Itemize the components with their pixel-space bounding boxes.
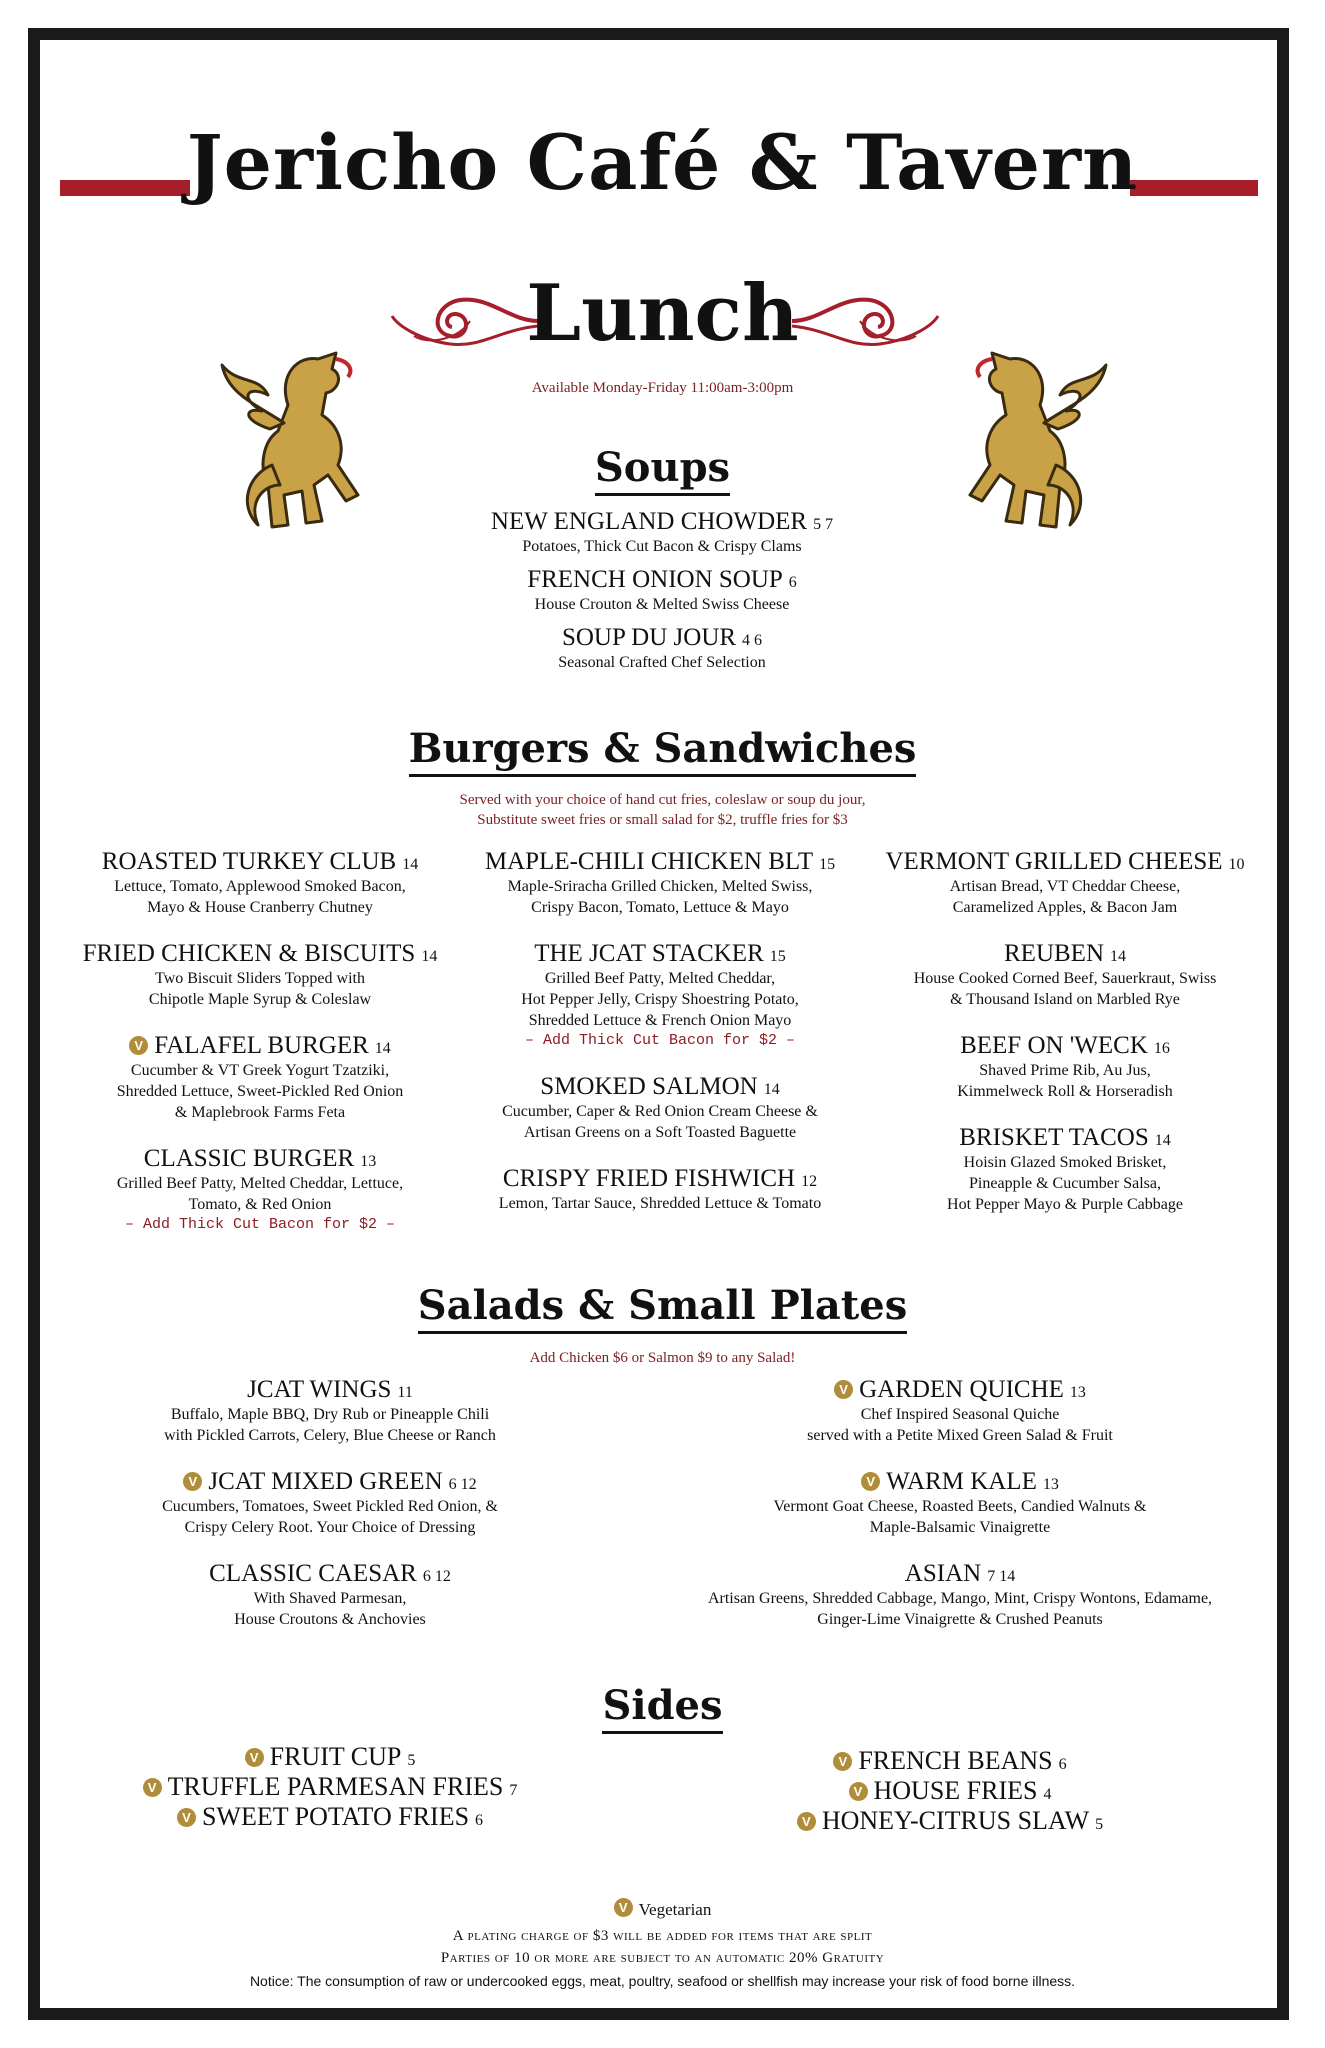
griffin-crest-icon xyxy=(950,345,1110,535)
item-price: 6 xyxy=(475,1812,484,1829)
menu-item xyxy=(60,1032,460,1123)
item-description: Grilled Beef Patty, Melted Cheddar, xyxy=(544,970,776,987)
menu-item xyxy=(60,940,460,1010)
item-description: & Thousand Island on Marbled Rye xyxy=(950,991,1180,1008)
item-name: CRISPY FRIED FISHWICH xyxy=(502,1165,796,1192)
item-description: Crispy Celery Root. Your Choice of Dressing xyxy=(184,1519,476,1536)
vegetarian-badge-icon: V xyxy=(834,1380,853,1399)
item-price: 13 xyxy=(360,1153,377,1170)
menu-item xyxy=(120,1802,540,1832)
item-name: CLASSIC BURGER xyxy=(143,1145,355,1172)
item-name: GARDEN QUICHE xyxy=(859,1376,1064,1403)
vegetarian-badge-icon: V xyxy=(143,1778,162,1797)
item-price: 7 xyxy=(509,1782,518,1799)
menu-item xyxy=(860,1032,1270,1102)
item-description: Maple-Sriracha Grilled Chicken, Melted Swiss, xyxy=(507,878,813,895)
menu-item xyxy=(460,848,860,918)
item-name: ASIAN xyxy=(904,1560,982,1587)
item-price: 12 xyxy=(801,1173,818,1190)
item-name: BEEF ON 'WECK xyxy=(960,1032,1148,1059)
item-price: 5 xyxy=(407,1752,416,1769)
item-description: Hoisin Glazed Smoked Brisket, xyxy=(963,1154,1167,1171)
item-description: Artisan Bread, VT Cheddar Cheese, xyxy=(949,878,1181,895)
item-name: MAPLE-CHILI CHICKEN BLT xyxy=(484,848,814,875)
item-name: SOUP DU JOUR xyxy=(561,624,737,651)
vegetarian-legend xyxy=(0,1898,1325,1920)
menu-item xyxy=(60,1145,460,1235)
menu-item xyxy=(120,1742,540,1772)
health-notice: Notice: The consumption of raw or undercooked eggs, meat, poultry, seafood or shellfish may increase your risk of food borne illness. xyxy=(249,1973,1076,1989)
item-price: 14 xyxy=(1154,1132,1171,1149)
section-note: Add Chicken $6 or Salmon $9 to any Salad! xyxy=(529,1350,796,1366)
item-description: Crispy Bacon, Tomato, Lettuce & Mayo xyxy=(531,899,789,916)
vegetarian-badge-icon: V xyxy=(177,1808,196,1827)
menu-item xyxy=(860,1124,1270,1215)
item-name: THE JCAT STACKER xyxy=(534,940,764,967)
item-description: Tomato, & Red Onion xyxy=(188,1196,332,1213)
item-description: Caramelized Apples, & Bacon Jam xyxy=(952,899,1178,916)
item-price: 16 xyxy=(1153,1040,1170,1057)
menu-item xyxy=(120,1772,540,1802)
restaurant-name: Jericho Café & Tavern xyxy=(186,118,1139,207)
section-heading-salads xyxy=(0,1282,1325,1329)
vegetarian-badge-icon: V xyxy=(614,1898,633,1917)
menu-item xyxy=(640,1376,1280,1446)
item-price: 4 6 xyxy=(742,632,763,649)
item-description: Mayo & House Cranberry Chutney xyxy=(147,899,373,916)
menu-item xyxy=(640,1560,1280,1630)
vegetarian-badge-icon: V xyxy=(797,1812,816,1831)
menu-item xyxy=(740,1806,1160,1836)
item-description: Vermont Goat Cheese, Roasted Beets, Candied Walnuts & xyxy=(773,1498,1147,1515)
item-price: 6 12 xyxy=(448,1476,477,1493)
item-description: Chef Inspired Seasonal Quiche xyxy=(860,1406,1060,1423)
menu-item xyxy=(460,1073,860,1143)
item-name: WARM KALE xyxy=(886,1468,1037,1495)
item-description: Hot Pepper Jelly, Crispy Shoestring Potato, xyxy=(521,991,799,1008)
item-description: Grilled Beef Patty, Melted Cheddar, Lettuce, xyxy=(116,1175,404,1192)
item-price: 14 xyxy=(421,948,438,965)
item-description: House Crouton & Melted Swiss Cheese xyxy=(534,596,790,613)
item-description: Ginger-Lime Vinaigrette & Crushed Peanuts xyxy=(817,1611,1103,1628)
item-description: Kimmelweck Roll & Horseradish xyxy=(957,1083,1173,1100)
item-description: Potatoes, Thick Cut Bacon & Crispy Clams xyxy=(522,538,802,555)
item-price: 7 14 xyxy=(987,1568,1016,1585)
item-description: Two Biscuit Sliders Topped with xyxy=(155,970,365,987)
section-heading-text: Salads & Small Plates xyxy=(418,1282,907,1334)
item-description: Lettuce, Tomato, Applewood Smoked Bacon, xyxy=(114,878,406,895)
item-description: Lemon, Tartar Sauce, Shredded Lettuce & Tomato xyxy=(498,1195,822,1212)
item-name: VERMONT GRILLED CHEESE xyxy=(885,848,1223,875)
item-description: Buffalo, Maple BBQ, Dry Rub or Pineapple Chili xyxy=(170,1406,490,1423)
item-description: Shredded Lettuce, Sweet-Pickled Red Onion xyxy=(116,1083,404,1100)
item-name: SWEET POTATO FRIES xyxy=(201,1802,470,1831)
item-price: 6 xyxy=(788,574,797,591)
item-price: 15 xyxy=(769,948,786,965)
vegetarian-badge-icon: V xyxy=(833,1752,852,1771)
item-description: Seasonal Crafted Chef Selection xyxy=(558,654,766,671)
item-price: 6 12 xyxy=(422,1568,451,1585)
vegetarian-badge-icon: V xyxy=(183,1472,202,1491)
item-name: HOUSE FRIES xyxy=(873,1776,1038,1805)
item-price: 11 xyxy=(397,1384,413,1401)
menu-item xyxy=(640,1468,1280,1538)
item-price: 13 xyxy=(1069,1384,1086,1401)
section-heading-text: Sides xyxy=(602,1682,722,1734)
section-heading-burgers xyxy=(0,725,1325,772)
item-description: Cucumber & VT Greek Yogurt Tzatziki, xyxy=(130,1062,390,1079)
note-line: Served with your choice of hand cut fries, coleslaw or soup du jour, xyxy=(459,792,866,808)
item-name: FRUIT CUP xyxy=(269,1742,402,1771)
item-name: FRIED CHICKEN & BISCUITS xyxy=(82,940,416,967)
menu-item xyxy=(362,508,962,557)
item-name: JCAT WINGS xyxy=(247,1376,392,1403)
item-description: Maple-Balsamic Vinaigrette xyxy=(869,1519,1051,1536)
item-addon: – Add Thick Cut Bacon for $2 – xyxy=(124,1216,396,1233)
gratuity-notice: Parties of 10 or more are subject to an automatic 20% Gratuity xyxy=(440,1950,885,1966)
item-name: REUBEN xyxy=(1004,940,1104,967)
griffin-crest-icon xyxy=(218,345,378,535)
menu-item xyxy=(740,1746,1160,1776)
item-description: Artisan Greens, Shredded Cabbage, Mango, Mint, Crispy Wontons, Edamame, xyxy=(707,1590,1213,1607)
item-description: served with a Petite Mixed Green Salad & Fruit xyxy=(807,1427,1113,1444)
item-price: 14 xyxy=(402,856,419,873)
item-name: JCAT MIXED GREEN xyxy=(208,1468,443,1495)
item-description: & Maplebrook Farms Feta xyxy=(174,1104,346,1121)
item-name: BRISKET TACOS xyxy=(959,1124,1149,1151)
item-name: NEW ENGLAND CHOWDER xyxy=(490,508,808,535)
item-description: Hot Pepper Mayo & Purple Cabbage xyxy=(947,1196,1183,1213)
item-price: 13 xyxy=(1042,1476,1059,1493)
menu-item xyxy=(460,1165,860,1214)
item-description: Cucumber, Caper & Red Onion Cream Cheese & xyxy=(502,1103,818,1120)
menu-item xyxy=(362,566,962,615)
item-price: 10 xyxy=(1228,856,1245,873)
item-price: 14 xyxy=(1110,948,1126,965)
menu-item xyxy=(120,1376,540,1446)
menu-item xyxy=(860,848,1270,918)
item-price: 5 xyxy=(1095,1816,1104,1833)
item-name: HONEY-CITRUS SLAW xyxy=(821,1806,1090,1835)
item-price: 15 xyxy=(819,856,836,873)
item-price: 4 xyxy=(1043,1786,1052,1803)
menu-item xyxy=(60,848,460,918)
section-heading-text: Burgers & Sandwiches xyxy=(409,725,917,777)
vegetarian-badge-icon: V xyxy=(245,1748,264,1767)
menu-item xyxy=(740,1776,1160,1806)
menu-item xyxy=(362,624,962,673)
section-heading-sides xyxy=(0,1682,1325,1729)
note-line: Substitute sweet fries or small salad for $2, truffle fries for $3 xyxy=(477,812,848,828)
item-description: House Cooked Corned Beef, Sauerkraut, Swiss xyxy=(913,970,1217,987)
plating-charge-notice: A plating charge of $3 will be added for items that are split xyxy=(452,1928,873,1944)
menu-item xyxy=(460,940,860,1051)
section-heading-soups xyxy=(0,444,1325,491)
item-price: 6 xyxy=(1058,1756,1067,1773)
item-description: Shaved Prime Rib, Au Jus, xyxy=(979,1062,1151,1079)
item-description: Pineapple & Cucumber Salsa, xyxy=(969,1175,1161,1192)
item-price: 14 xyxy=(374,1040,391,1057)
item-description: Shredded Lettuce & French Onion Mayo xyxy=(528,1012,792,1029)
item-addon: – Add Thick Cut Bacon for $2 – xyxy=(524,1032,796,1049)
vegetarian-badge-icon: V xyxy=(849,1782,868,1801)
item-description: Cucumbers, Tomatoes, Sweet Pickled Red Onion, & xyxy=(162,1498,498,1515)
item-price: 5 7 xyxy=(813,516,834,533)
item-name: ROASTED TURKEY CLUB xyxy=(101,848,397,875)
vegetarian-badge-icon: V xyxy=(129,1036,148,1055)
item-name: FRENCH BEANS xyxy=(858,1746,1053,1775)
menu-item xyxy=(120,1468,540,1538)
section-note xyxy=(0,790,1325,830)
item-name: FRENCH ONION SOUP xyxy=(527,566,783,593)
menu-item xyxy=(120,1560,540,1630)
item-description: With Shaved Parmesan, xyxy=(253,1590,407,1607)
section-heading-text: Soups xyxy=(595,444,730,496)
item-description: with Pickled Carrots, Celery, Blue Cheese or Ranch xyxy=(164,1427,496,1444)
item-name: FALAFEL BURGER xyxy=(154,1032,369,1059)
item-name: TRUFFLE PARMESAN FRIES xyxy=(167,1772,504,1801)
item-price: 14 xyxy=(763,1081,780,1098)
menu-item xyxy=(860,940,1270,1010)
item-name: CLASSIC CAESAR xyxy=(209,1560,417,1587)
item-name: SMOKED SALMON xyxy=(540,1073,758,1100)
item-description: Artisan Greens on a Soft Toasted Baguette xyxy=(523,1124,797,1141)
vegetarian-label: Vegetarian xyxy=(638,1900,712,1919)
item-description: House Croutons & Anchovies xyxy=(234,1611,426,1628)
item-description: Chipotle Maple Syrup & Coleslaw xyxy=(148,991,372,1008)
availability-text: Available Monday-Friday 11:00am-3:00pm xyxy=(531,380,794,396)
vegetarian-badge-icon: V xyxy=(861,1472,880,1491)
menu-subtitle: Lunch xyxy=(526,268,799,359)
